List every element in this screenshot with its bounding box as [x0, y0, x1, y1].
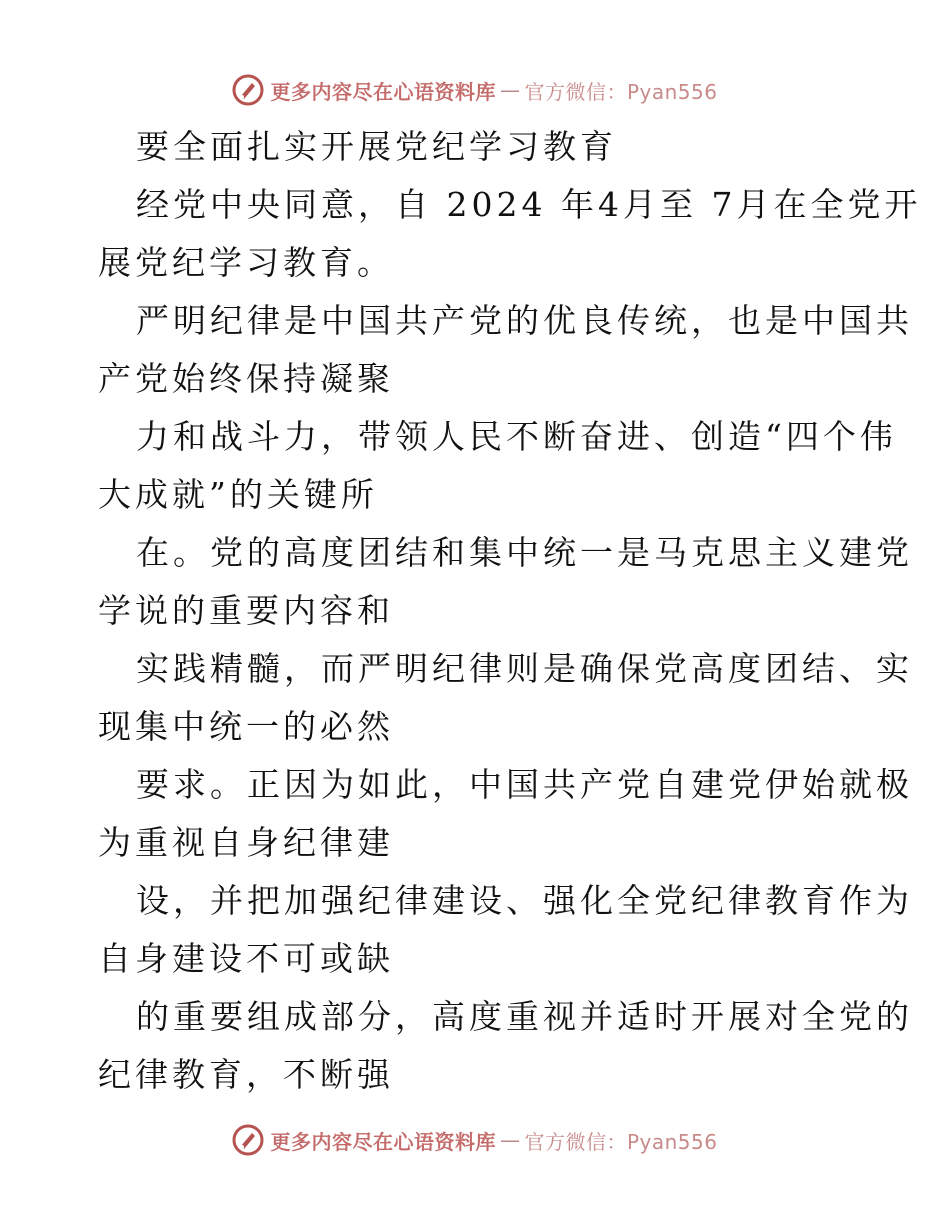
paragraph-line: 设，并把加强纪律建设、强化全党纪律教育作为 — [136, 881, 913, 920]
watermark-text: 更多内容尽在心语资料库 — [270, 1129, 496, 1154]
paragraph-line: 自身建设不可或缺 — [98, 939, 394, 978]
paragraph-line: 为重视自身纪律建 — [98, 823, 394, 862]
paragraph-line: 力和战斗力，带领人民不断奋进、创造“四个伟 — [136, 417, 897, 456]
paragraph-line: 纪律教育，不断强 — [98, 1055, 394, 1094]
paragraph-line: 严明纪律是中国共产党的优良传统，也是中国共 — [136, 301, 913, 340]
watermark-contact: 官方微信：Pyan556 — [524, 79, 718, 104]
header-watermark — [0, 70, 950, 110]
paragraph-line: 经党中央同意，自 2024 年4月至 7月在全党开 — [136, 185, 922, 224]
paragraph-line: 要求。正因为如此，中国共产党自建党伊始就极 — [136, 765, 913, 804]
paragraph-line: 在。党的高度团结和集中统一是马克思主义建党 — [136, 533, 913, 572]
paragraph-line: 学说的重要内容和 — [98, 591, 394, 630]
footer-watermark — [0, 1120, 950, 1160]
paragraph-line: 现集中统一的必然 — [98, 707, 394, 746]
watermark-text: 更多内容尽在心语资料库 — [270, 79, 496, 104]
paragraph-line: 大成就”的关键所 — [98, 475, 378, 514]
paragraph-line: 实践精髓，而严明纪律则是确保党高度团结、实 — [136, 649, 913, 688]
watermark-dash: — — [499, 78, 521, 102]
paragraph-line: 展党纪学习教育。 — [98, 243, 394, 282]
watermark-dash: — — [499, 1128, 521, 1152]
logo-icon — [232, 1124, 264, 1156]
document-title: 要全面扎实开展党纪学习教育 — [136, 127, 617, 166]
watermark-contact: 官方微信：Pyan556 — [524, 1129, 718, 1154]
paragraph-line: 的重要组成部分，高度重视并适时开展对全党的 — [136, 997, 913, 1036]
logo-icon — [232, 74, 264, 106]
document-body — [98, 118, 922, 1104]
paragraph-line: 产党始终保持凝聚 — [98, 359, 394, 398]
